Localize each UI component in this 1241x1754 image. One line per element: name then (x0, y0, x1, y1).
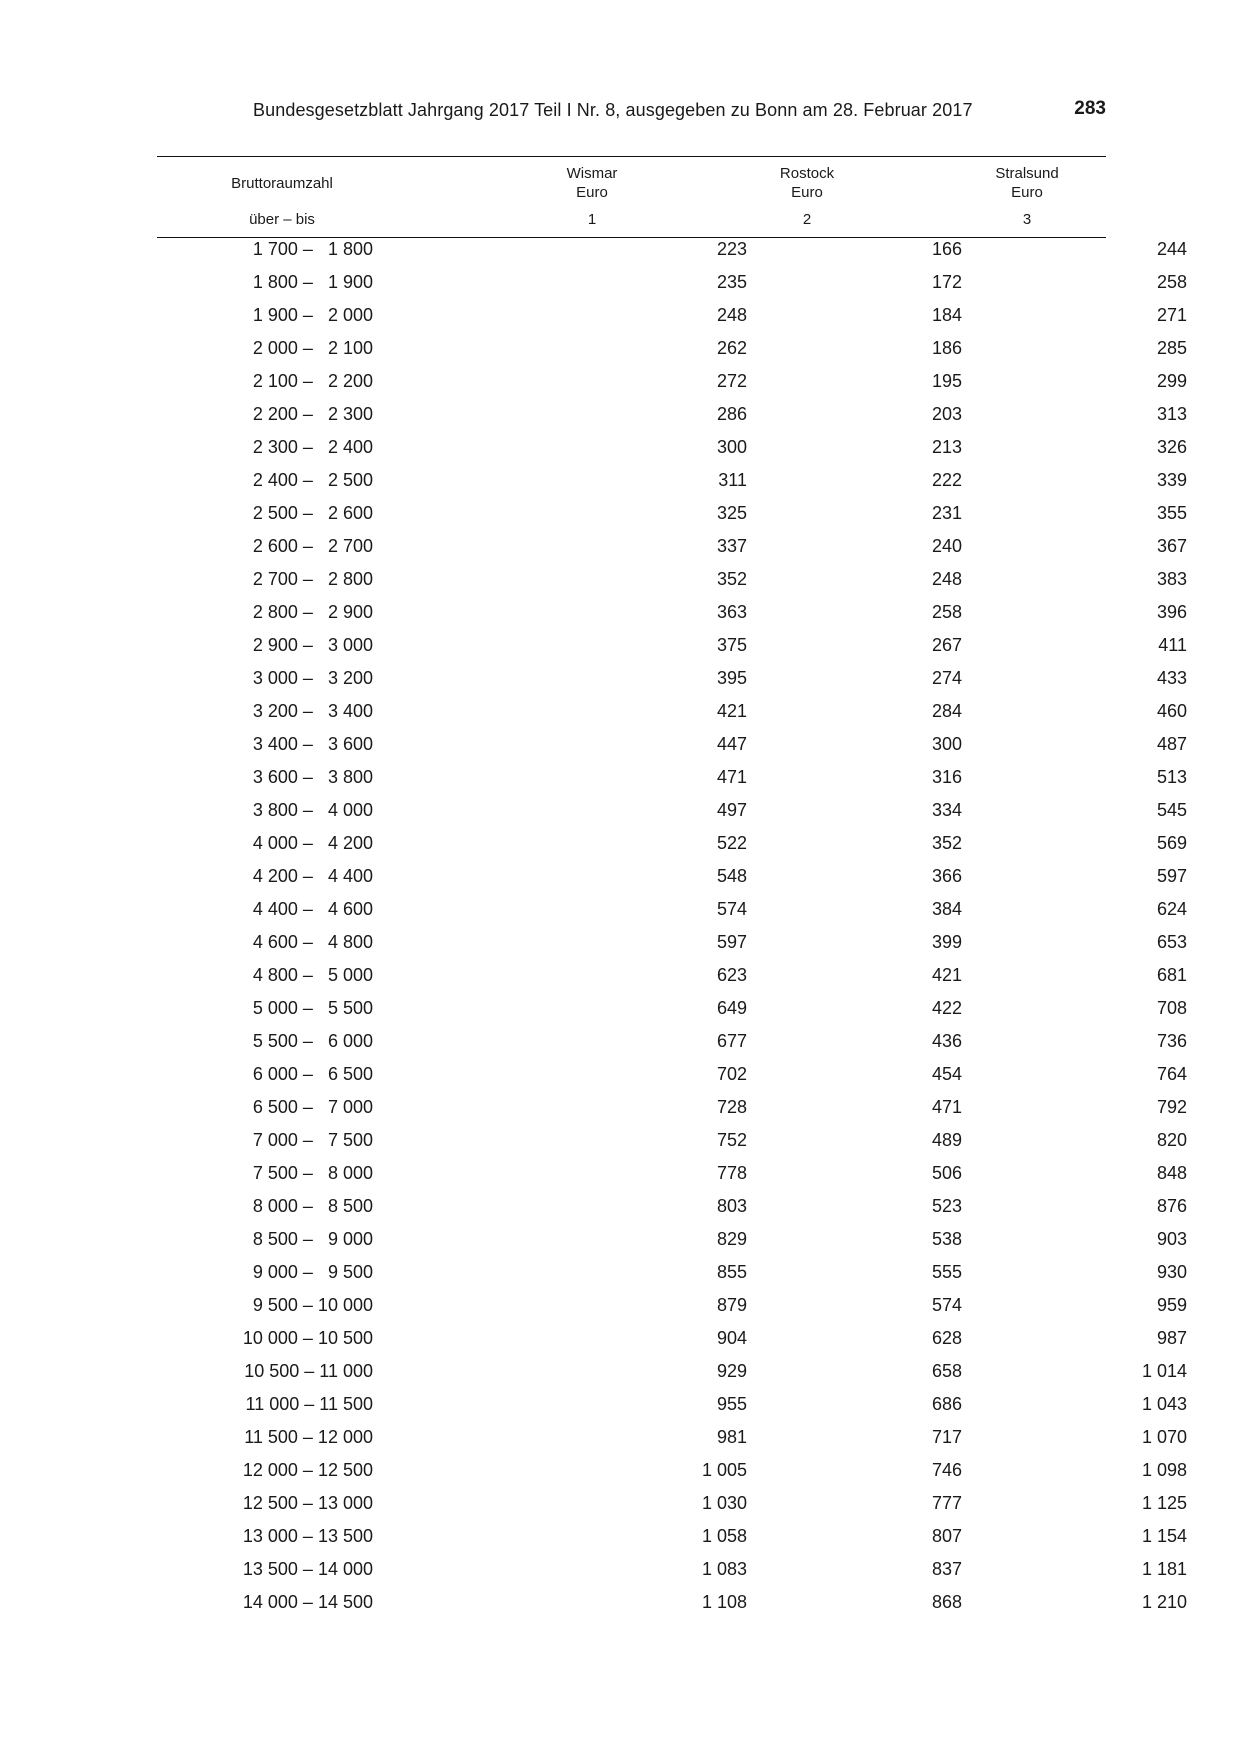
cell-wismar: 522 (716, 833, 747, 853)
cell-range: 4 800 – 5 000 (252, 965, 373, 985)
table-body (157, 238, 1187, 1624)
cell-wismar: 497 (716, 800, 747, 820)
cell-rostock: 399 (931, 932, 962, 952)
cell-rostock: 574 (931, 1295, 962, 1315)
cell-wismar: 272 (716, 371, 747, 391)
cell-wismar: 363 (716, 602, 747, 622)
cell-stralsund: 1 070 (1141, 1427, 1187, 1447)
cell-wismar: 752 (716, 1130, 747, 1150)
cell-wismar: 325 (716, 503, 747, 523)
cell-rostock: 777 (931, 1493, 962, 1513)
cell-range: 2 800 – 2 900 (252, 602, 373, 622)
cell-rostock: 436 (931, 1031, 962, 1051)
cell-range: 10 000 – 10 500 (242, 1328, 373, 1348)
cell-stralsund: 1 210 (1141, 1592, 1187, 1612)
cell-stralsund: 876 (1156, 1196, 1187, 1216)
cell-stralsund: 930 (1156, 1262, 1187, 1282)
cell-stralsund: 597 (1156, 866, 1187, 886)
cell-rostock: 195 (931, 371, 962, 391)
cell-range: 3 000 – 3 200 (252, 668, 373, 688)
column-number-1: 1 (587, 211, 597, 228)
cell-stralsund: 271 (1156, 305, 1187, 325)
cell-stralsund: 1 014 (1141, 1361, 1187, 1381)
cell-rostock: 746 (931, 1460, 962, 1480)
fee-table (157, 156, 1187, 1624)
cell-wismar: 223 (716, 239, 747, 259)
column-header-wismar: Wismar Euro (566, 165, 618, 201)
cell-wismar: 803 (716, 1196, 747, 1216)
cell-wismar: 677 (716, 1031, 747, 1051)
cell-stralsund: 653 (1156, 932, 1187, 952)
cell-wismar: 235 (716, 272, 747, 292)
cell-wismar: 375 (716, 635, 747, 655)
cell-range: 12 000 – 12 500 (242, 1460, 373, 1480)
cell-wismar: 471 (716, 767, 747, 787)
cell-stralsund: 569 (1156, 833, 1187, 853)
cell-wismar: 623 (716, 965, 747, 985)
cell-wismar: 955 (716, 1394, 747, 1414)
cell-wismar: 879 (716, 1295, 747, 1315)
table-header (157, 157, 1106, 237)
cell-range: 2 400 – 2 500 (252, 470, 373, 490)
cell-stralsund: 367 (1156, 536, 1187, 556)
cell-rostock: 258 (931, 602, 962, 622)
cell-stralsund: 1 043 (1141, 1394, 1187, 1414)
cell-range: 7 500 – 8 000 (252, 1163, 373, 1183)
cell-stralsund: 708 (1156, 998, 1187, 1018)
cell-rostock: 334 (931, 800, 962, 820)
cell-range: 8 500 – 9 000 (252, 1229, 373, 1249)
cell-wismar: 829 (716, 1229, 747, 1249)
cell-wismar: 1 030 (701, 1493, 747, 1513)
cell-stralsund: 326 (1156, 437, 1187, 457)
cell-range: 6 500 – 7 000 (252, 1097, 373, 1117)
cell-wismar: 262 (716, 338, 747, 358)
cell-wismar: 981 (716, 1427, 747, 1447)
cell-range: 7 000 – 7 500 (252, 1130, 373, 1150)
cell-stralsund: 313 (1156, 404, 1187, 424)
cell-stralsund: 792 (1156, 1097, 1187, 1117)
cell-wismar: 649 (716, 998, 747, 1018)
cell-range: 9 500 – 10 000 (252, 1295, 373, 1315)
cell-wismar: 904 (716, 1328, 747, 1348)
cell-rostock: 628 (931, 1328, 962, 1348)
cell-wismar: 548 (716, 866, 747, 886)
cell-stralsund: 624 (1156, 899, 1187, 919)
cell-range: 14 000 – 14 500 (242, 1592, 373, 1612)
cell-wismar: 855 (716, 1262, 747, 1282)
cell-stralsund: 1 098 (1141, 1460, 1187, 1480)
cell-range: 2 000 – 2 100 (252, 338, 373, 358)
cell-stralsund: 903 (1156, 1229, 1187, 1249)
cell-range: 11 500 – 12 000 (244, 1427, 373, 1447)
cell-range: 1 700 – 1 800 (252, 239, 373, 259)
cell-stralsund: 411 (1158, 635, 1187, 655)
cell-wismar: 574 (716, 899, 747, 919)
cell-rostock: 248 (931, 569, 962, 589)
cell-stralsund: 460 (1156, 701, 1187, 721)
cell-wismar: 597 (716, 932, 747, 952)
cell-stralsund: 299 (1156, 371, 1187, 391)
cell-rostock: 384 (931, 899, 962, 919)
page-number: 283 (1074, 98, 1106, 119)
cell-wismar: 352 (716, 569, 747, 589)
cell-range: 4 000 – 4 200 (252, 833, 373, 853)
cell-range: 2 200 – 2 300 (252, 404, 373, 424)
cell-rostock: 316 (931, 767, 962, 787)
cell-stralsund: 383 (1156, 569, 1187, 589)
cell-stralsund: 736 (1156, 1031, 1187, 1051)
cell-rostock: 186 (931, 338, 962, 358)
column-number-2: 2 (802, 211, 812, 228)
cell-rostock: 837 (931, 1559, 962, 1579)
cell-rostock: 284 (931, 701, 962, 721)
cell-rostock: 184 (931, 305, 962, 325)
cell-wismar: 300 (716, 437, 747, 457)
cell-stralsund: 487 (1156, 734, 1187, 754)
cell-range: 4 400 – 4 600 (252, 899, 373, 919)
cell-rostock: 686 (931, 1394, 962, 1414)
cell-stralsund: 433 (1156, 668, 1187, 688)
cell-rostock: 267 (931, 635, 962, 655)
cell-stralsund: 1 125 (1141, 1493, 1187, 1513)
cell-stralsund: 339 (1156, 470, 1187, 490)
running-header: Bundesgesetzblatt Jahrgang 2017 Teil I Nr. 8, ausgegeben zu Bonn am 28. Februar 2017 (253, 100, 973, 120)
cell-rostock: 555 (931, 1262, 962, 1282)
column-number-3: 3 (1022, 211, 1032, 228)
cell-wismar: 1 058 (701, 1526, 747, 1546)
cell-rostock: 240 (931, 536, 962, 556)
cell-range: 2 700 – 2 800 (252, 569, 373, 589)
cell-range: 4 600 – 4 800 (252, 932, 373, 952)
cell-wismar: 1 005 (701, 1460, 747, 1480)
cell-range: 10 500 – 11 000 (244, 1361, 373, 1381)
cell-wismar: 778 (716, 1163, 747, 1183)
cell-rostock: 300 (931, 734, 962, 754)
cell-rostock: 538 (931, 1229, 962, 1249)
cell-stralsund: 258 (1156, 272, 1187, 292)
cell-range: 3 200 – 3 400 (252, 701, 373, 721)
cell-stralsund: 764 (1156, 1064, 1187, 1084)
cell-wismar: 929 (716, 1361, 747, 1381)
cell-range: 1 800 – 1 900 (252, 272, 373, 292)
cell-range: 4 200 – 4 400 (252, 866, 373, 886)
cell-rostock: 172 (931, 272, 962, 292)
cell-rostock: 352 (931, 833, 962, 853)
cell-stralsund: 820 (1156, 1130, 1187, 1150)
cell-range: 6 000 – 6 500 (252, 1064, 373, 1084)
cell-rostock: 222 (931, 470, 962, 490)
cell-range: 2 300 – 2 400 (252, 437, 373, 457)
cell-range: 5 000 – 5 500 (252, 998, 373, 1018)
cell-rostock: 274 (931, 668, 962, 688)
cell-range: 2 600 – 2 700 (252, 536, 373, 556)
cell-range: 12 500 – 13 000 (242, 1493, 373, 1513)
cell-range: 11 000 – 11 500 (245, 1394, 373, 1414)
cell-range: 3 400 – 3 600 (252, 734, 373, 754)
cell-range: 13 000 – 13 500 (242, 1526, 373, 1546)
cell-stralsund: 396 (1156, 602, 1187, 622)
cell-rostock: 717 (931, 1427, 962, 1447)
cell-wismar: 1 083 (701, 1559, 747, 1579)
cell-wismar: 702 (716, 1064, 747, 1084)
cell-range: 3 600 – 3 800 (252, 767, 373, 787)
cell-stralsund: 987 (1156, 1328, 1187, 1348)
cell-range: 1 900 – 2 000 (252, 305, 373, 325)
cell-rostock: 231 (931, 503, 962, 523)
cell-wismar: 248 (716, 305, 747, 325)
cell-rostock: 471 (931, 1097, 962, 1117)
cell-wismar: 1 108 (701, 1592, 747, 1612)
column-header-bruttoraumzahl: Bruttoraumzahl (231, 175, 333, 192)
cell-stralsund: 848 (1156, 1163, 1187, 1183)
cell-wismar: 421 (716, 701, 747, 721)
cell-stralsund: 959 (1156, 1295, 1187, 1315)
cell-stralsund: 1 181 (1141, 1559, 1187, 1579)
cell-stralsund: 545 (1156, 800, 1187, 820)
cell-stralsund: 244 (1156, 239, 1187, 259)
cell-rostock: 868 (931, 1592, 962, 1612)
cell-rostock: 421 (931, 965, 962, 985)
column-number-range: über – bis (249, 211, 315, 228)
cell-rostock: 506 (931, 1163, 962, 1183)
table-row (157, 1591, 1187, 1624)
cell-wismar: 447 (716, 734, 747, 754)
cell-rostock: 658 (931, 1361, 962, 1381)
cell-rostock: 523 (931, 1196, 962, 1216)
column-header-stralsund: Stralsund Euro (995, 165, 1059, 201)
cell-stralsund: 355 (1156, 503, 1187, 523)
cell-range: 5 500 – 6 000 (252, 1031, 373, 1051)
cell-rostock: 366 (931, 866, 962, 886)
cell-stralsund: 1 154 (1141, 1526, 1187, 1546)
cell-wismar: 311 (718, 470, 747, 490)
cell-range: 8 000 – 8 500 (252, 1196, 373, 1216)
cell-range: 2 100 – 2 200 (252, 371, 373, 391)
cell-stralsund: 285 (1156, 338, 1187, 358)
cell-range: 9 000 – 9 500 (252, 1262, 373, 1282)
cell-rostock: 807 (931, 1526, 962, 1546)
cell-range: 3 800 – 4 000 (252, 800, 373, 820)
cell-rostock: 489 (931, 1130, 962, 1150)
cell-rostock: 422 (931, 998, 962, 1018)
cell-wismar: 286 (716, 404, 747, 424)
cell-stralsund: 513 (1156, 767, 1187, 787)
cell-range: 2 900 – 3 000 (252, 635, 373, 655)
cell-wismar: 395 (716, 668, 747, 688)
cell-wismar: 728 (716, 1097, 747, 1117)
column-header-rostock: Rostock Euro (779, 165, 835, 201)
cell-rostock: 203 (931, 404, 962, 424)
cell-rostock: 166 (931, 239, 962, 259)
cell-stralsund: 681 (1156, 965, 1187, 985)
cell-range: 13 500 – 14 000 (242, 1559, 373, 1579)
cell-rostock: 213 (931, 437, 962, 457)
cell-range: 2 500 – 2 600 (252, 503, 373, 523)
cell-wismar: 337 (716, 536, 747, 556)
cell-rostock: 454 (931, 1064, 962, 1084)
